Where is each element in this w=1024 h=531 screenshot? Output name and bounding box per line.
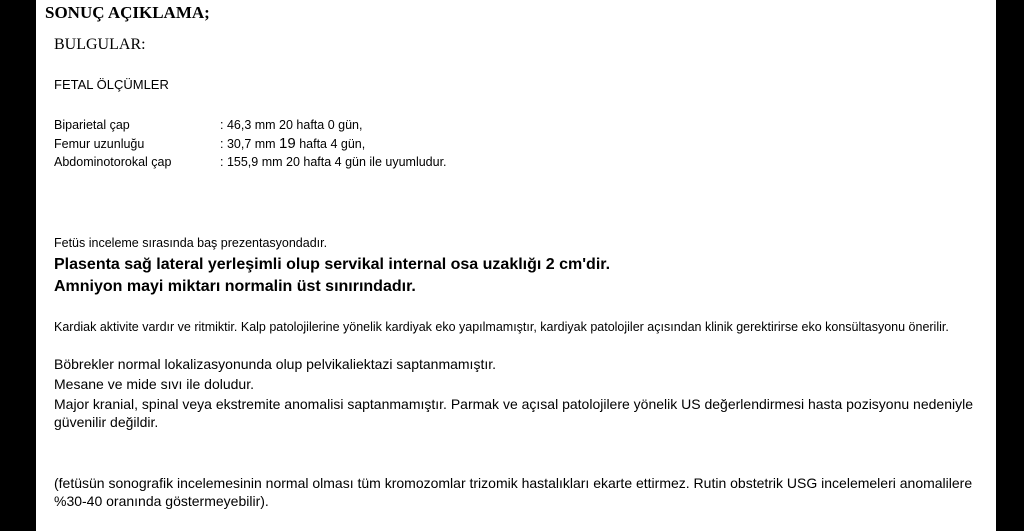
placenta-text: Plasenta sağ lateral yerleşimli olup servikal internal osa uzaklığı 2 cm'dir. (54, 256, 611, 273)
major-anomaly-text: Major kranial, spinal veya ekstremite anomalisi saptanmamıştır. Parmak ve açısal patolojilere yönelik US değerlendirmesi hasta pozisyonu nedeniyle güvenilir değildir. (54, 396, 973, 430)
measurement-label-abdominal: Abdominotorokal çap (54, 155, 172, 169)
measurement-label-biparietal: Biparietal çap (54, 118, 130, 132)
measurement-label-femur: Femur uzunluğu (54, 137, 145, 151)
right-frame-border (996, 0, 1024, 531)
cardiac-text: Kardiak aktivite vardır ve ritmiktir. Kalp patolojilerine yönelik kardiyak eko yapılmamıştır, kardiyak patolojiler açısından klinik gerektirirse eko konsültasyonu önerilir. (54, 320, 949, 334)
measurement-value-femur: : 30,7 mm 19 hafta 4 gün, (220, 135, 366, 152)
report-title: SONUÇ AÇIKLAMA; (45, 3, 210, 22)
disclaimer-text: (fetüsün sonografik incelemesinin normal olması tüm kromozomlar trizomik hastalıkları ekarte ettirmez. Rutin obstetrik USG incelemeleri anomalilere %30-40 oranında göstermeyebilir). (54, 475, 973, 509)
bladder-text: Mesane ve mide sıvı ile doludur. (54, 376, 254, 392)
measurement-value-biparietal: : 46,3 mm 20 hafta 0 gün, (220, 118, 363, 132)
left-frame-border (0, 0, 36, 531)
fetal-measurements-heading: FETAL ÖLÇÜMLER (54, 77, 169, 92)
presentation-text: Fetüs inceleme sırasında baş prezentasyondadır. (54, 236, 328, 250)
findings-heading: BULGULAR: (54, 36, 146, 53)
measurement-value-abdominal: : 155,9 mm 20 hafta 4 gün ile uyumludur. (220, 155, 447, 169)
amnion-text: Amniyon mayi miktarı normalin üst sınırındadır. (54, 278, 416, 295)
kidneys-text: Böbrekler normal lokalizasyonunda olup pelvikaliektazi saptanmamıştır. (54, 356, 496, 372)
report-page (36, 0, 996, 531)
